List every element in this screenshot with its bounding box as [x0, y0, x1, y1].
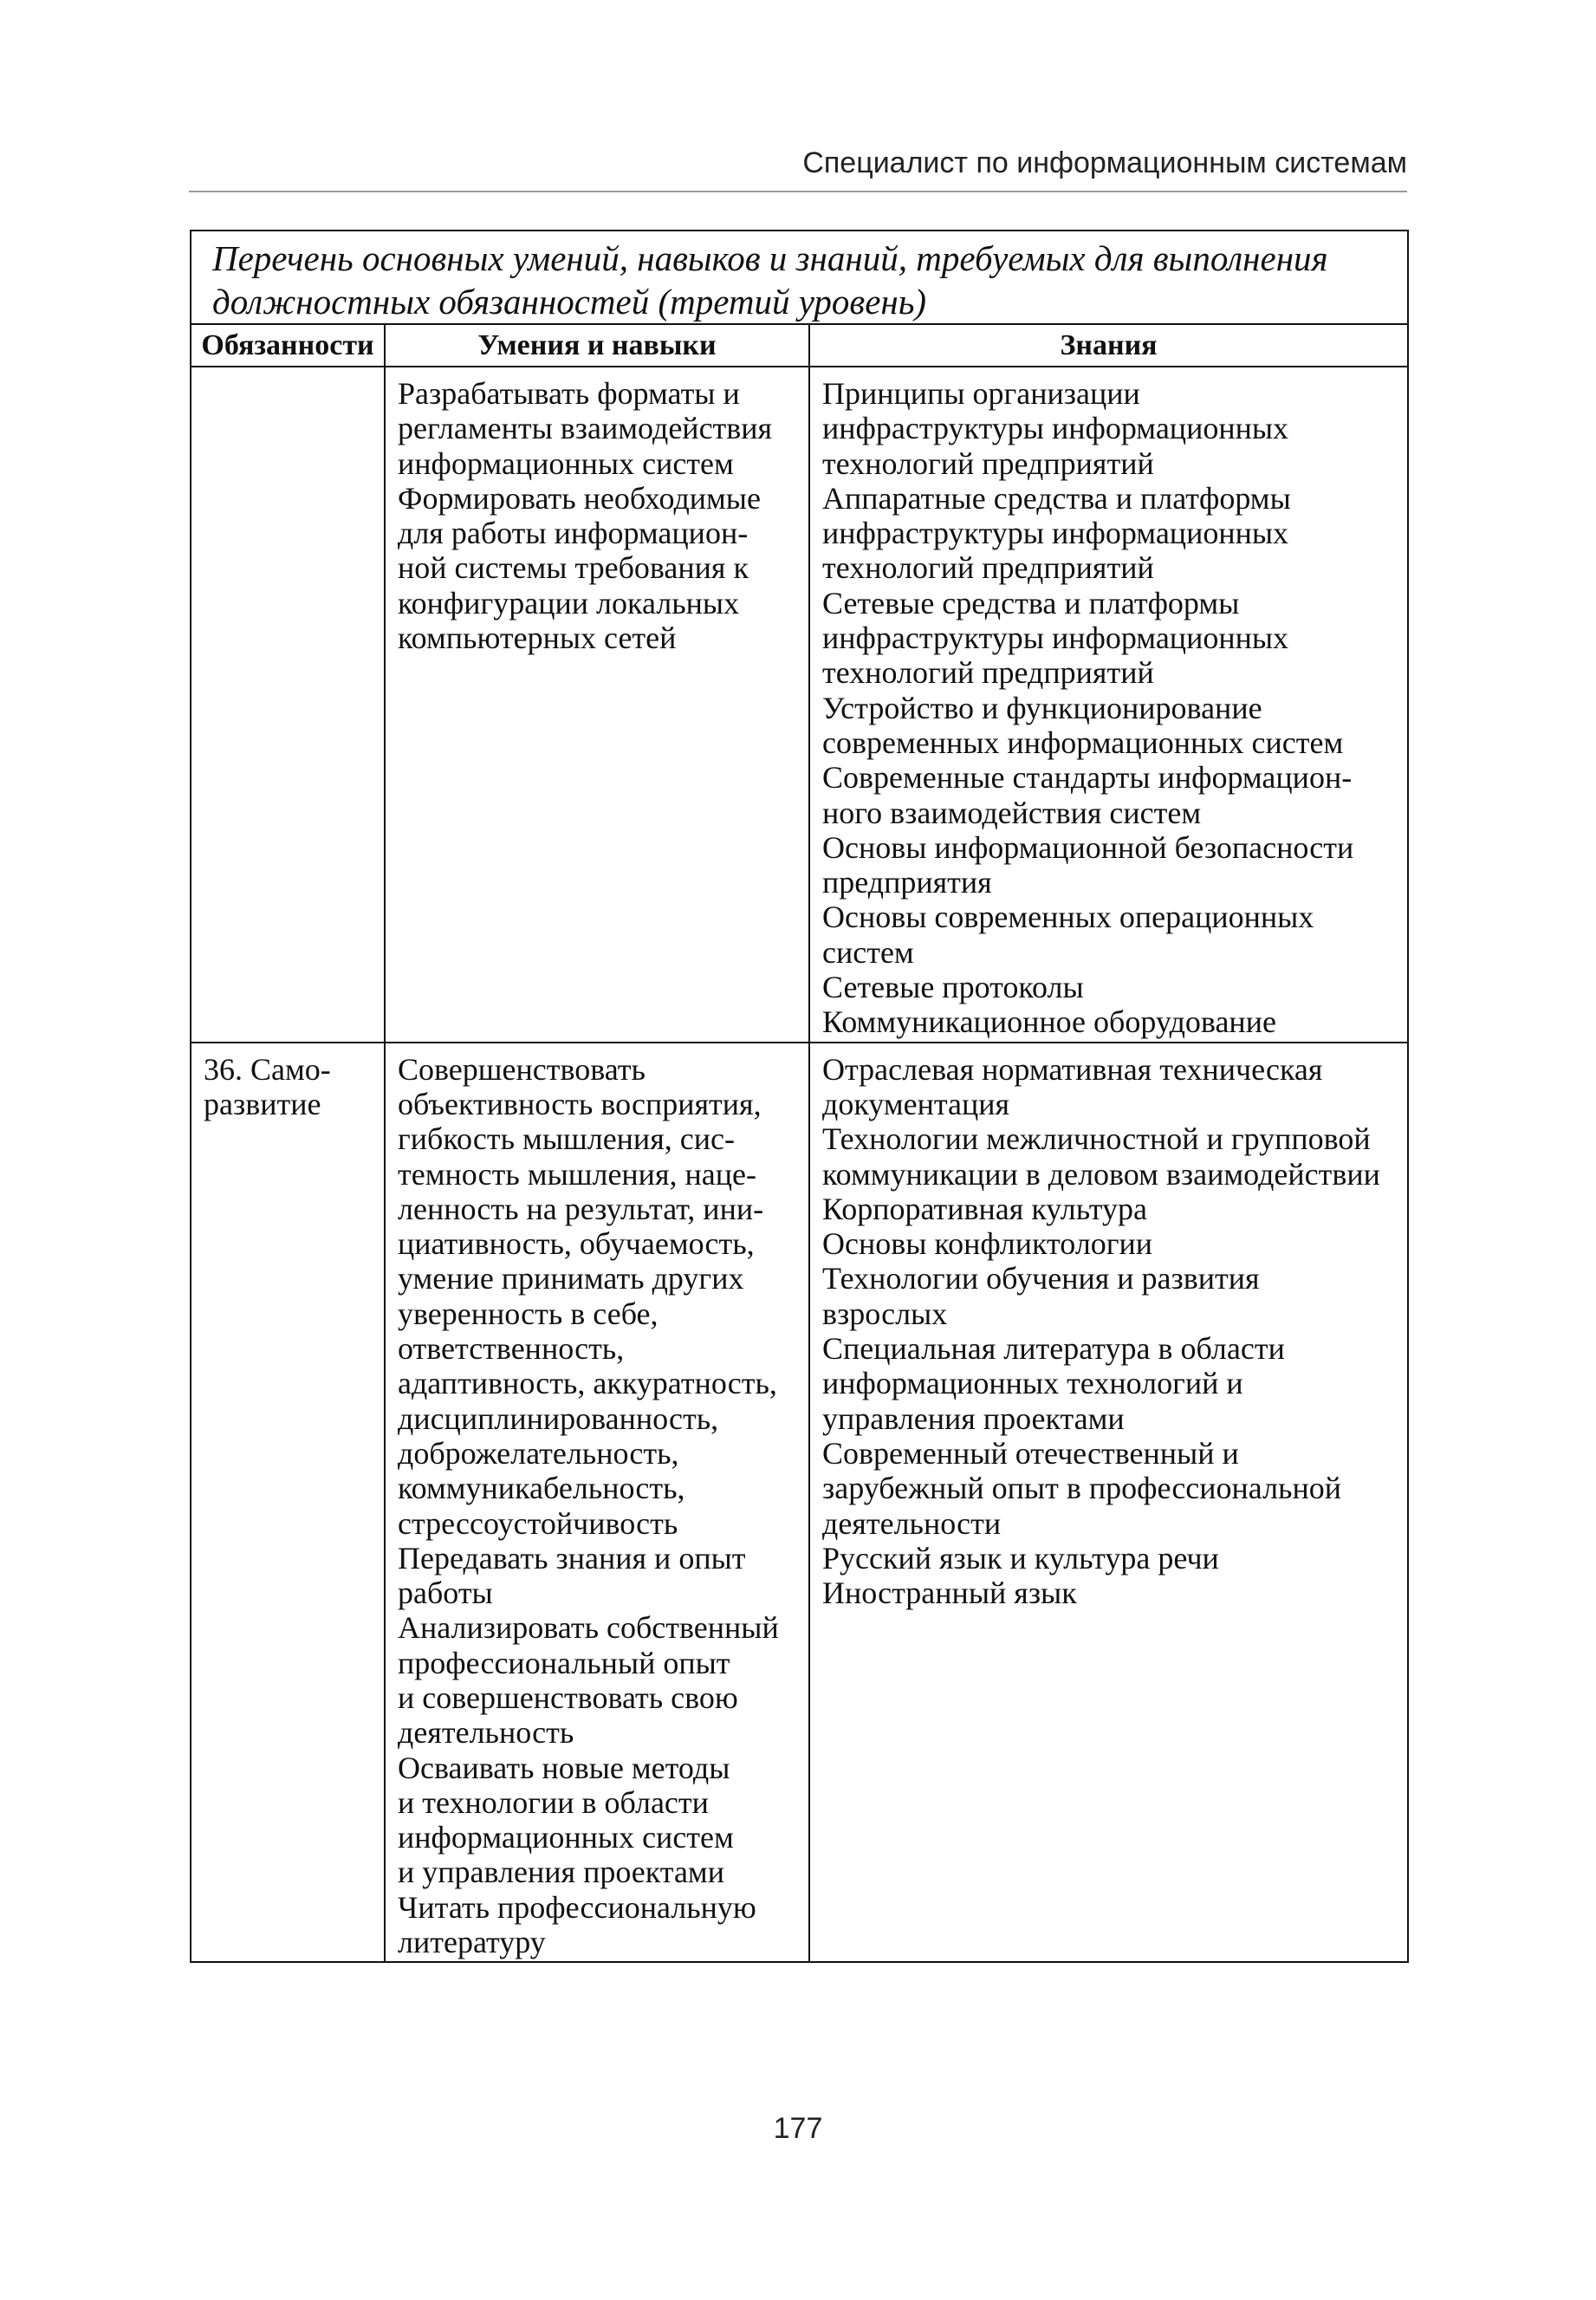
cell-line: стрессоустойчивость [398, 1505, 678, 1541]
cell-line: Передавать знания и опыт [398, 1540, 746, 1576]
cell-line: конфигурации локальных [398, 585, 740, 620]
cell-line: Специальная литература в области [822, 1331, 1285, 1367]
cell-line: Разрабатывать форматы и [398, 376, 740, 411]
cell-line: информационных технологий и [822, 1366, 1243, 1401]
cell-line: и управления проектами [398, 1855, 724, 1890]
cell-line: Корпоративная культура [822, 1191, 1147, 1226]
column-header-duties: Обязанности [191, 324, 385, 367]
cell-line: технологий предприятий [822, 445, 1154, 481]
cell-line: документация [822, 1086, 1010, 1121]
cell-line: инфраструктуры информационных [822, 620, 1289, 656]
cell-line: Коммуникационное оборудование [822, 1004, 1276, 1040]
cell-line: литературу [398, 1925, 546, 1960]
cell-line: предприятия [822, 865, 992, 900]
table-caption [191, 231, 1408, 324]
cell-line: объективность восприятия, [398, 1086, 762, 1121]
cell-line: и совершенствовать свою [398, 1680, 738, 1715]
column-header-skills: Умения и навыки [385, 324, 809, 367]
table-header-row [191, 324, 1408, 367]
cell-line: деятельность [398, 1715, 574, 1751]
duty-cell [191, 1043, 385, 1963]
knowledge-cell [809, 1043, 1408, 1963]
cell-line: инфраструктуры информационных [822, 411, 1289, 446]
cell-line: Анализировать собственный [398, 1610, 779, 1646]
cell-line: компьютерных сетей [398, 620, 677, 656]
caption-line: должностных обязанностей (третий уровень) [212, 282, 927, 322]
cell-line: технологий предприятий [822, 550, 1154, 586]
cell-line: информационных систем [398, 445, 734, 481]
cell-line: темность мышления, наце- [398, 1156, 756, 1192]
cell-line: коммуникабельность, [398, 1471, 685, 1506]
cell-line: умение принимать других [398, 1261, 744, 1296]
cell-line: дисциплинированность, [398, 1400, 719, 1436]
cell-line: Современный отечественный и [822, 1435, 1239, 1471]
cell-line: Читать профессиональную [398, 1889, 756, 1925]
cell-line: Сетевые протоколы [822, 970, 1084, 1005]
cell-line: Аппаратные средства и платформы [822, 480, 1291, 516]
cell-line: доброжелательность, [398, 1435, 679, 1471]
cell-line: управления проектами [822, 1400, 1125, 1436]
table-row [191, 367, 1408, 1043]
duty-cell [191, 367, 385, 1043]
cell-line: Отраслевая нормативная техническая [822, 1051, 1323, 1087]
cell-line: Сетевые средства и платформы [822, 585, 1240, 620]
cell-line: циативность, обучаемость, [398, 1226, 755, 1262]
cell-line: Основы современных операционных [822, 900, 1314, 935]
running-header [189, 146, 1407, 192]
cell-line: Иностранный язык [822, 1576, 1077, 1611]
cell-line: регламенты взаимодействия [398, 411, 773, 446]
cell-line: коммуникации в деловом взаимодействии [822, 1156, 1380, 1192]
cell-line: ленность на результат, ини- [398, 1191, 764, 1226]
cell-line: Технологии межличностной и групповой [822, 1121, 1371, 1157]
cell-line: Совершенствовать [398, 1051, 646, 1087]
cell-line: ной системы требования к [398, 550, 749, 586]
cell-line: работы [398, 1576, 493, 1611]
cell-line: развитие [204, 1086, 321, 1121]
cell-line: для работы информацион- [398, 516, 749, 551]
table-caption-row [191, 231, 1408, 324]
table-row [191, 1043, 1408, 1963]
cell-line: Современные стандарты информацион- [822, 760, 1353, 796]
page-number: 177 [773, 2112, 823, 2145]
running-title: Специалист по информационным системам [802, 146, 1407, 179]
cell-line: информационных систем [398, 1820, 734, 1855]
cell-line: Осваивать новые методы [398, 1750, 730, 1785]
cell-line: и технологии в области [398, 1784, 709, 1820]
competency-table [190, 230, 1409, 1963]
cell-line: профессиональный опыт [398, 1645, 730, 1680]
cell-line: технологий предприятий [822, 655, 1154, 691]
cell-line: инфраструктуры информационных [822, 516, 1289, 551]
cell-line: Устройство и функционирование [822, 690, 1262, 725]
cell-line: ного взаимодействия систем [822, 795, 1202, 830]
column-header-knowledge: Знания [809, 324, 1408, 367]
caption-line: Перечень основных умений, навыков и знаний, требуемых для выполнения [212, 238, 1328, 278]
cell-line: деятельности [822, 1505, 1002, 1541]
cell-line: взрослых [822, 1296, 948, 1331]
cell-line: зарубежный опыт в профессиональной [822, 1471, 1342, 1506]
cell-line: Основы конфликтологии [822, 1226, 1153, 1262]
skills-cell [385, 1043, 809, 1963]
cell-line: ответственность, [398, 1331, 625, 1367]
cell-line: современных информационных систем [822, 724, 1344, 760]
cell-line: Основы информационной безопасности [822, 829, 1354, 865]
cell-line: гибкость мышления, сис- [398, 1121, 735, 1157]
cell-line: Принципы организации [822, 376, 1140, 411]
knowledge-cell [809, 367, 1408, 1043]
cell-line: Русский язык и культура речи [822, 1540, 1219, 1576]
cell-line: Технологии обучения и развития [822, 1261, 1260, 1296]
cell-line: 36. Само- [204, 1051, 331, 1087]
skills-cell [385, 367, 809, 1043]
cell-line: систем [822, 934, 914, 970]
cell-line: адаптивность, аккуратность, [398, 1366, 777, 1401]
cell-line: уверенность в себе, [398, 1296, 659, 1331]
cell-line: Формировать необходимые [398, 480, 761, 516]
